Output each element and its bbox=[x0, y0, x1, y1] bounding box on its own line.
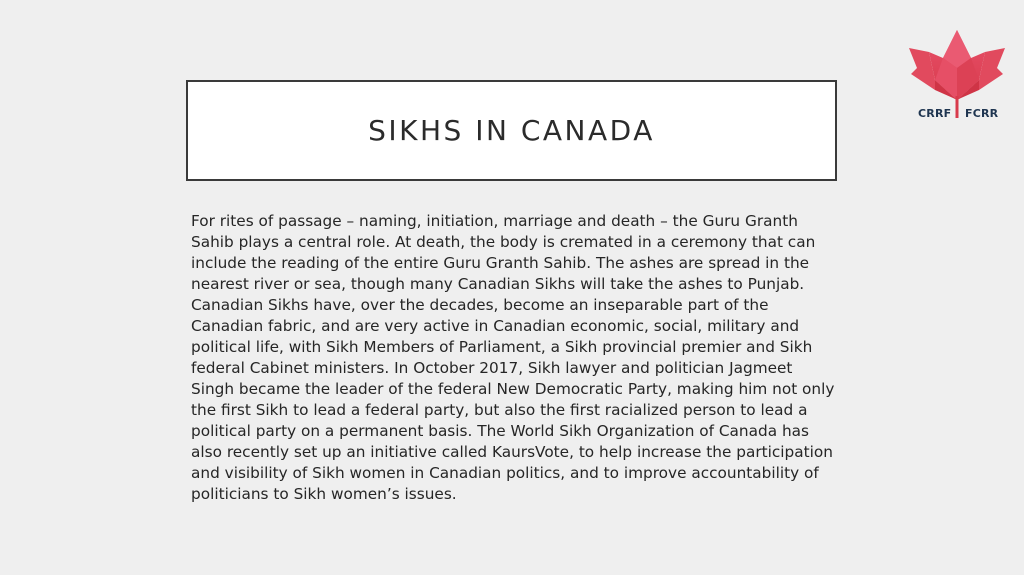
crrf-logo bbox=[905, 28, 1009, 124]
slide-body-text: For rites of passage – naming, initiation, marriage and death – the Guru Granth Sahib plays a central role. At death, the body is cremated in a ceremony that can include the reading of the entire Guru Granth Sahib. The ashes are spread in the nearest river or sea, though many Canadian Sikhs will take the ashes to Punjab. Canadian Sikhs have, over the decades, become an inseparable part of the Canadian fabric, and are very active in Canadian economic, social, military and political life, with Sikh Members of Parliament, a Sikh provincial premier and Sikh federal Cabinet ministers. In October 2017, Sikh lawyer and politician Jagmeet Singh became the leader of the federal New Democratic Party, making him not only the first Sikh to lead a federal party, but also the first racialized person to lead a political party on a permanent basis. The World Sikh Organization of Canada has also recently set up an initiative called KaursVote, to help increase the participation and visibility of Sikh women in Canadian politics, and to improve accountability of politicians to Sikh women’s issues. bbox=[191, 212, 835, 503]
title-box bbox=[186, 80, 837, 181]
logo-label-fcrr: FCRR bbox=[965, 107, 999, 120]
slide-title: SIKHS IN CANADA bbox=[368, 114, 655, 147]
logo-label-crrf: CRRF bbox=[918, 107, 952, 120]
